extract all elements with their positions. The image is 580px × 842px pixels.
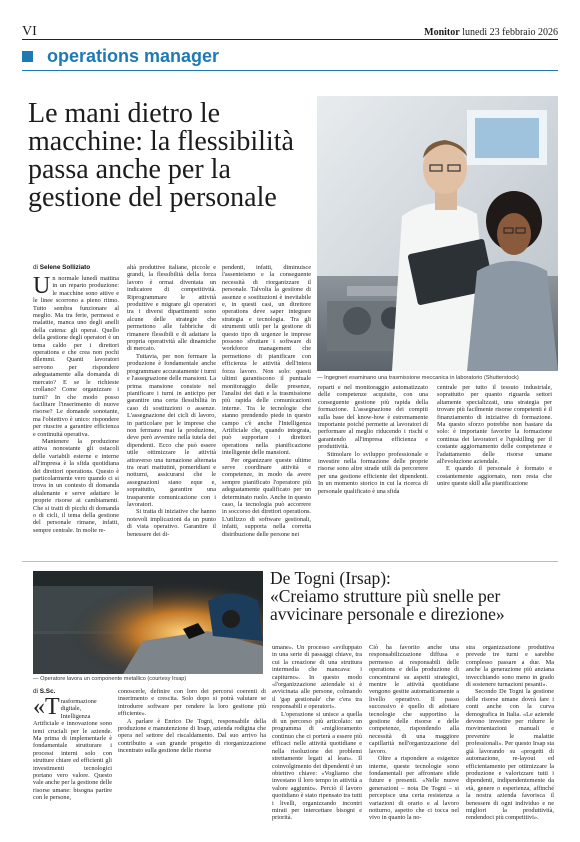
second-headline bbox=[270, 569, 562, 623]
article-divider bbox=[22, 561, 558, 562]
author-name: S.Sc. bbox=[39, 688, 56, 695]
headline-quote: «Creiamo strutture più snelle per avvicinare personale e direzione» bbox=[270, 586, 505, 624]
article2-column-1 bbox=[33, 698, 112, 828]
paragraph: umane». Un processo «sviluppato in una serie di passaggi chiave, tra cui la creazione di una struttura intermedia che mancava: i capiturno». In questo modo «l'organizzazione aziendale si è avvicinata alle persone, colmando il 'gap gestionale' che c'era tra responsabili e operatori». bbox=[272, 644, 362, 711]
paragraph: altà produttive italiane, piccole e grandi, la flessibilità della forza lavoro è ormai diventata un indicatore di competitività. Riprogrammare le attività produttive e migrare gli operatori tra i diversi dipartimenti sono alcune delle strategie che permettono alle fabbriche di rimanere flessibili e di adattare la propria operatività alle dinamiche di mercato. bbox=[127, 264, 216, 353]
paragraph: Tuttavia, per non fermare la produzione è fondamentale anche programmare accuratamente i turni e l'assegnazione delle mansioni. La prima mansione consiste nel pianificare i turni in anticipo per garantire una certa flessibilità in caso di sostituzioni o assenze. L'assegnazione dei cicli di lavoro, in particolare per le imprese che non fermano mai la produzione, deve però avvenire nella tutela dei dipendenti. Ecco che può essere utile ottimizzare le attività attraverso una turnazione alternata tra orari mattutini, pomeridiani e notturni, assicurarsi che le assegnazioni siano eque e, soprattutto, garantire una trasparente comunicazione con i lavoratori. bbox=[127, 352, 216, 508]
paragraph: Ciò ha favorito anche una responsabilizzazione diffusa e permesso ai responsabili delle operations e della produzione di concentrarsi su aspetti strategici, mentre le attività quotidiane vengono gestite automaticamente a livello operativo. Il passo successivo è quello di adottare tecnologie che supportino la gestione delle risorse e delle competenze, rispondendo alla necessità di una maggiore capillarità nell'organizzazione del lavoro. bbox=[369, 644, 459, 755]
paragraph: rasformazione digitale, Intelligenza Artificiale e innovazione sono temi cruciali per le aziende. Ma prima di implementarle è fondamentale strutturare i processi interni solo con strutture chiare ed efficienti gli investimenti tecnologici portano vero valore. Questo vale anche per la gestione delle risorse umane: bisogna partire con le persone, bbox=[33, 698, 112, 802]
paragraph: Per organizzare queste ultime serve coordinare attività e competenze, in modo da avere sempre pianificato l'operatore più adeguatamente qualificato per un determinato ruolo. Anche in questo caso, la tecnologia può accorrere in soccorso dei direttori operations. L'utilizzo di software gestionali, infatti, supporta nella corretta distribuzione delle persone nei bbox=[222, 456, 311, 538]
section-divider bbox=[22, 70, 558, 71]
article2-column-2 bbox=[118, 688, 266, 828]
photo-caption: — Ingegneri esaminano una trasmissione meccanica in laboratorio (Shutterstock) bbox=[317, 375, 519, 381]
byline bbox=[33, 264, 90, 271]
paragraph: Si tratta di iniziative che hanno notevoli implicazioni da un punto di vista operativo. Garantire il benessere dei di- bbox=[127, 508, 216, 538]
article2-column-3 bbox=[272, 644, 362, 828]
article-column-2 bbox=[127, 264, 216, 556]
photo-caption-2: — Operatore lavora un componente metallico (courtesy Irsap) bbox=[33, 676, 187, 682]
metalworker-photo bbox=[33, 571, 263, 674]
paragraph: n normale lunedì mattina in un reparto produzione: le macchine sono attive e le linee scorrono a pieno ritmo. Tutto sembra funzionare al meglio. Ma tra ferie, permessi e malattie, manca uno degli anelli della catena: gli operai. Quello della gestione degli operatori è un tema caldo per i direttori operations e che crea non pochi dilemmi. Quanti lavoratori servono per rispondere adeguatamente alla domanda di mercato? E se le richieste crollano? Come organizzare i turni? In che modo posso facilitare l'inserimento di nuove risorse? Le domande sonotante, ma l'obiettivo è unico: rispondere per riuscire a garantire efficienza e continuità operativa. bbox=[33, 275, 119, 438]
paragraph: E quando il personale è formato e costantemente aggiornato, non resta che unire queste skill alla pianificazione bbox=[437, 465, 552, 488]
article2-column-4 bbox=[369, 644, 459, 828]
byline-prefix: di bbox=[33, 264, 38, 271]
paragraph: A parlare è Enrico De Togni, responsabile della produzione e manutenzione di Irsap, azienda rodigina che opera nel settore del riscaldamento. Dal suo arrivo ha contribuito a «un grande progetto di riorganizzazione incentrato sulla gestione delle risorse bbox=[118, 717, 266, 755]
drop-cap: U bbox=[33, 275, 51, 299]
byline-2 bbox=[33, 688, 55, 695]
section-header bbox=[22, 46, 219, 66]
paragraph: pendenti, infatti, diminuisce l'assenteismo e la conseguente necessità di riorganizzare il personale. Talvolta la gestione di assenze e sostituzioni è inevitabile e, in questi casi, un direttore operations deve saper integrare strategia e tecnologia. Tra gli strumenti utili per la gestione di questo tipo di urgenze le imprese possono sfruttare i software di workforce management che permettono di pianificare con efficienza le attività dell'intera forza lavoro. Non solo: questi ultimi garantiscono il puntuale monitoraggio delle presenze, l'analisi dei dati e la trasmissione più rapida delle comunicazioni interne. Tra le tecnologie che stanno prendendo piede in questo campo c'è anche l'Intelligenza Artificiale che, quando integrata, può supportare i direttori operations nella pianificazione intelligente delle mansioni. bbox=[222, 264, 311, 457]
article-column-4 bbox=[318, 384, 428, 556]
masthead bbox=[22, 24, 558, 40]
paragraph: stra organizzazione produttiva prevede tre turni e sarebbe complesso passare a due. Ma anche la generazione più anziana invecchiando sono meno in grado di sostenere turnazioni pesanti». bbox=[466, 644, 554, 689]
section-square-icon bbox=[22, 51, 33, 62]
paragraph: reparti e nel monitoraggio automatizzato delle competenze acquisite, con una conseguente gestione più rapida della formazione. L'assegnazione dei compiti sulla base del know-how è estremamente importante poiché permette ai lavoratori di performare al meglio riducendo i rischi e garantendo all'impresa efficienza e produttività. bbox=[318, 384, 428, 451]
engineers-photo bbox=[317, 96, 558, 371]
main-headline: Le mani dietro le macchine: la flessibilità passa anche per la gestione del personale bbox=[28, 98, 294, 213]
paragraph: Stimolare lo sviluppo professionale e investire nella formazione delle proprie risorse sono altre strade utili da percorrere per una gestione efficiente dei dipendenti. In un momento storico in cui la ricerca di personale qualificato è una sfida bbox=[318, 450, 428, 495]
interviewee-name: De Togni (Irsap): bbox=[270, 568, 391, 588]
article-column-5 bbox=[437, 384, 552, 556]
article-column-1 bbox=[33, 275, 119, 555]
paragraph: L'operazione si unisce a quella di un percorso più articolato: un programma di «miglioramento continuo che ci porterà a essere più efficaci nelle attività quotidiane e nella risoluzione dei problemi strettamente legati al lean». Il coinvolgimento dei dipendenti è un obiettivo chiave: «Vogliamo che investano il loro tempo in attività a valore aggiunto». Perciò il lavoro quotidiano è stato ripensato tra tutti i livelli, organizzando incontri mirati per intercettare bisogni e priorità. bbox=[272, 710, 362, 822]
byline-prefix: di bbox=[33, 688, 38, 695]
paragraph: Oltre a rispondere a esigenze interne, queste tecnologie sono fondamentali per affrontare sfide future e presenti. «Nelle nuove generazioni – nota De Togni – si percepisce una certa resistenza a variazioni di orario e al lavoro notturno, aspetto che ci tocca nel vivo in quanto la no- bbox=[369, 755, 459, 822]
paragraph: Secondo De Togni la gestione delle risorse umane dovrà fare i conti anche con la curva demografica in Italia. «Le aziende devono investire per ridurre le movimentazioni manuali e prevenire le malattie professionali». Per questo Irsap sta già lavorando su «progetti di automazione, re-layout ed efficientamento per ottimizzare la produzione e valorizzare tutti i dipendenti, indipendentemente da età, genere o esperienza, affinché la nostra azienda favorisca il benessere di ogni individuo e ne migliori la produttività, rendendoci più competitivi». bbox=[466, 688, 554, 822]
section-label: operations manager bbox=[47, 45, 220, 66]
page-number: VI bbox=[22, 24, 37, 39]
paragraph: conoscerle, definire con loro dei percorsi coerenti di inserimento e crescita. Solo dopo si potrà valutare se introdurre software per rendere la loro gestione più efficiente». bbox=[118, 688, 266, 718]
paragraph: centrale per tutto il tessuto industriale, soprattutto per quanto riguarda settori altamente specializzati, una strategia per trovare più facilmente risorse competenti è il finanziamento di iniziative di formazione. Ma questo sforzo potrebbe non bastare da solo: è importante favorire la formazione continua dei lavoratori e l'upskilling per il costante aggiornamento delle competenze e l'adattamento delle risorse umane all'evoluzione aziendale. bbox=[437, 384, 552, 466]
paragraph: Mantenere la produzione attiva nonostante gli ostacoli delle variabili esterne e interne all'impresa è la sfida quotidiana dei direttori operations. Questo è particolarmente vero quando ci si trova in un contesto di domanda altalenante e serve adattare le proprie risorse ai cambiamenti. Che si tratti di picchi di domanda o di cicli, il tema della gestione del personale rimane, infatti, sempre centrale. In molte re- bbox=[33, 437, 119, 534]
publication-line bbox=[424, 26, 558, 39]
opening-quote-cap: «T bbox=[33, 698, 60, 720]
article-column-3 bbox=[222, 264, 311, 556]
author-name: Selene Solliziato bbox=[39, 264, 91, 271]
newspaper-name: Monitor bbox=[424, 27, 460, 38]
issue-date: lunedì 23 febbraio 2026 bbox=[462, 27, 558, 38]
article2-column-5 bbox=[466, 644, 554, 828]
